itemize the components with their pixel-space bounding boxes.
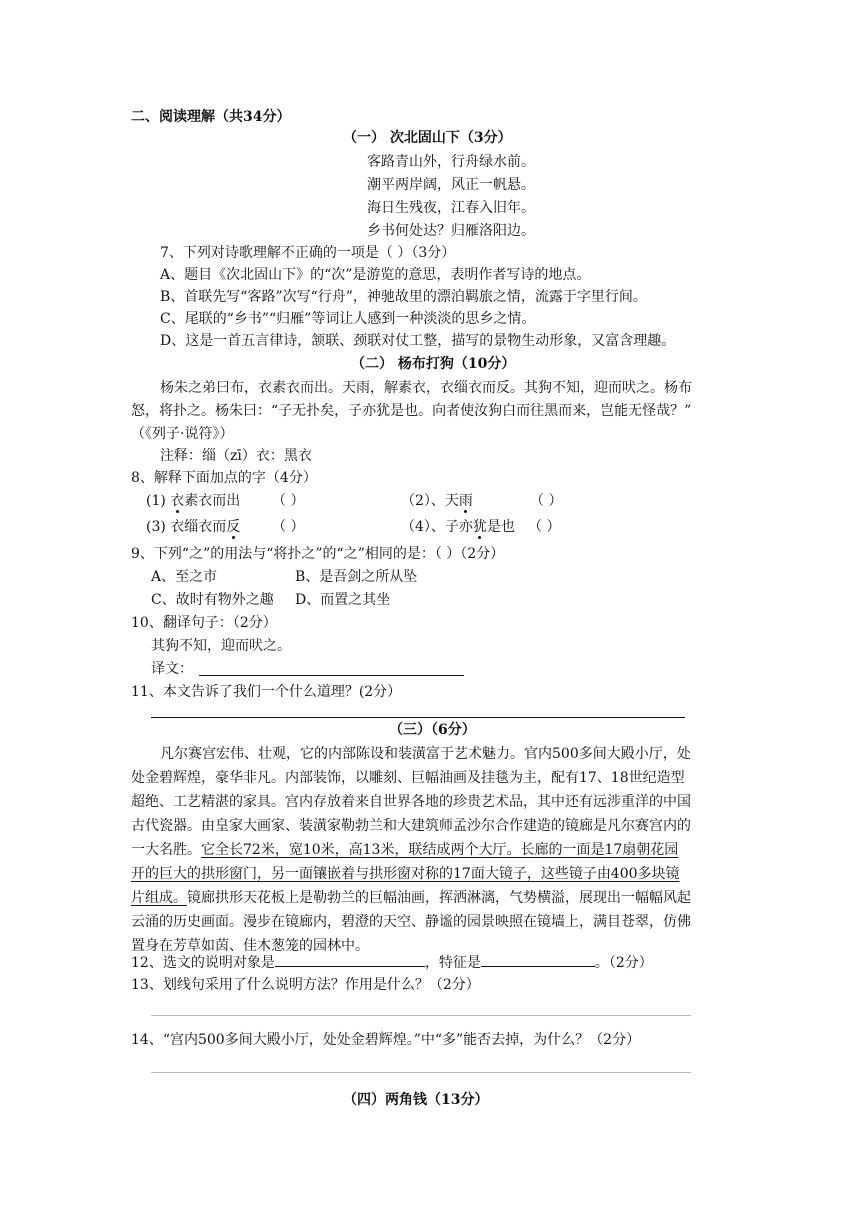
q12-text-b: ，特征是 [424,955,481,971]
underlined-sentence: 长廊的一面是17扇朝花园 [520,842,679,858]
q8-item-4-text: 是也 [486,519,515,535]
q8-item-4 [401,517,515,537]
q13-answer-line[interactable] [151,1015,691,1016]
part3-line-8: 云涌的历史画面。漫步在镜廊内，碧澄的天空、静谧的园景映照在镜墙上，满目苍翠，仿佛 [131,914,691,930]
q7-option-d: D、这是一首五言律诗，颔联、颈联对仗工整，描写的景物生动形象，又富含理趣。 [160,333,676,349]
q8-blank-1[interactable]: （ ） [272,493,305,509]
dotted-char: 犹 [472,519,487,535]
q8-item-3 [146,517,240,537]
q12-blank-object[interactable] [275,952,425,967]
underlined-sentence: 它全长72米，宽10米，高13米，联结成两个大厅。 [201,842,521,858]
q10-sentence: 其狗不知，迎而吠之。 [151,638,291,654]
part3-line-5-start: 一大名胜。 [131,842,201,858]
part3-line-1: 凡尔赛宫宏伟、壮观，它的内部陈设和装潢富于艺术魅力。官内500多间大殿小厅，处 [160,746,691,762]
q9-option-a: A、至之市 [151,569,218,585]
question-11: 11、本文告诉了我们一个什么道理？(2分） [131,684,402,700]
part2-title: （二） 杨布打狗（10分） [351,356,516,372]
dotted-char: 反 [226,519,241,535]
part1-title: （一） 次北固山下（3分） [343,130,512,146]
passage-line-2: 怒，将扑之。杨朱曰：“子无扑矣，子亦犹是也。向者使汝狗白而往黑而来，岂能无怪哉？” [131,403,692,419]
q8-item-2 [401,491,473,511]
part3-line-7 [131,888,691,908]
part3-line-2: 处金碧辉煌，豪华非凡。内部装饰，以雕刻、巨幅油画及挂毯为主，配有17、18世纪造型 [131,770,685,786]
q8-item-1-text: 素衣而出 [184,493,241,509]
question-7: 7、下列对诗歌理解不正确的一项是（ ）（3分） [160,245,456,261]
q10-translation-label: 译文： [151,661,193,677]
passage-source: （《列子·说符》） [131,426,234,442]
q8-blank-3[interactable]: （ ） [272,519,305,535]
q12-text-c: 。（2分） [594,955,653,971]
question-8: 8、解释下面加点的字（4分） [131,470,317,486]
part3-line-3: 超绝、工艺精湛的家具。宫内存放着来自世界各地的珍贵艺术品，其中还有远涉重洋的中国 [131,794,691,810]
q8-item-3-text: (3) 衣缁衣而 [146,519,227,535]
poem-line-3: 海日生残夜，江春入旧年。 [367,200,535,216]
q8-item-1 [146,491,240,511]
q7-option-b: B、首联先写“客路”次写“行舟”，神驰故里的漂泊羁旅之情，流露于字里行间。 [160,289,647,305]
q8-blank-2[interactable]: （ ） [530,493,563,509]
q9-option-d: D、而置之其坐 [295,592,391,608]
question-12 [131,952,653,973]
poem-line-2: 潮平两岸阔，风正一帆悬。 [367,177,535,193]
q9-option-b: B、是吾剑之所从坠 [295,569,418,585]
part3-title: （三）（6分） [389,722,476,738]
q8-item-2-number: （2）、天 [401,493,459,509]
q11-answer-line[interactable] [151,717,685,718]
part3-line-9: 置身在芳草如茵、佳木葱笼的园林中。 [131,938,369,954]
q7-option-c: C、尾联的“乡书”“归雁”等词让人感到一种淡淡的思乡之情。 [160,311,536,327]
q12-text-a: 12、选文的说明对象是 [131,955,275,971]
section-title: 二、阅读理解（共34分） [131,109,291,125]
q8-item-1-number: (1) [146,493,171,509]
part3-line-4: 古代瓷器。由皇家大画家、装潢家勒勃兰和大建筑师孟沙尔合作建造的镜廊是凡尔赛宫内的 [131,818,691,834]
question-10: 10、翻译句子：（2分） [131,615,277,631]
part4-title: （四）两角钱（13分） [343,1092,489,1108]
q7-option-a: A、题目《次北固山下》的“次”是游览的意思，表明作者写诗的地点。 [160,267,591,283]
q9-option-c: C、故时有物外之趣 [151,592,274,608]
dotted-char: 雨 [458,493,473,509]
underlined-sentence: 片组成。 [131,890,187,906]
part3-line-6: 开的巨大的拱形窗门，另一面镶嵌着与拱形窗对称的17面大镜子，这些镜子由400多块镜 [131,866,680,882]
q14-answer-line[interactable] [151,1072,691,1073]
poem-line-1: 客路青山外，行舟绿水前。 [367,154,535,170]
dotted-char: 衣 [170,493,185,509]
question-13: 13、划线句采用了什么说明方法？作用是什么？（2分） [131,977,480,993]
part3-line-5 [131,840,678,860]
passage-line-1: 杨朱之弟曰布，衣素衣而出。天雨，解素衣，衣缁衣而反。其狗不知，迎而吠之。杨布 [160,380,692,396]
passage-note: 注释：缁（zī）衣：黑衣 [160,448,312,464]
question-9: 9、下列“之”的用法与“将扑之”的“之”相同的是：（ ）（2分） [131,546,505,562]
q12-blank-feature[interactable] [481,952,595,967]
question-14: 14、“宫内500多间大殿小厅，处处金碧辉煌。”中“多”能否去掉，为什么？（2分） [131,1032,641,1048]
part3-line-7-rest: 镜廊拱形天花板上是勒勃兰的巨幅油画，挥洒淋漓，气势横溢，展现出一幅幅风起 [187,890,691,906]
q10-answer-line[interactable] [199,675,464,676]
q8-item-4-number: （4）、子亦 [401,519,473,535]
q8-blank-4[interactable]: （ ） [528,519,561,535]
poem-line-4: 乡书何处达？归雁洛阳边。 [367,223,535,239]
